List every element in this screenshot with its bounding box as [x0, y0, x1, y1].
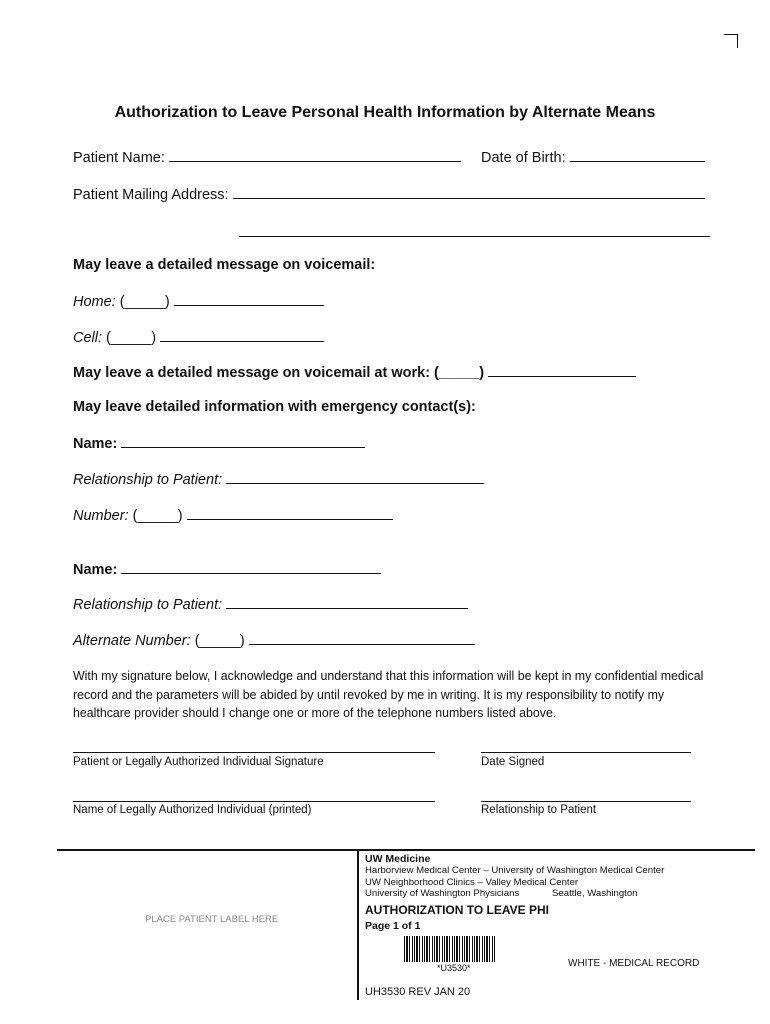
date-signed-line[interactable] [481, 752, 691, 753]
home-number-field[interactable] [174, 292, 324, 306]
name2-field[interactable] [121, 560, 381, 574]
form-title: Authorization to Leave Personal Health Information by Alternate Means [114, 104, 656, 121]
barcode-text: *U3530* [437, 963, 471, 973]
work-label: May leave a detailed message on voicemail at work: (_____) [73, 365, 485, 381]
dob-label: Date of Birth: [481, 150, 566, 166]
footer-line-3a: University of Washington Physicians [365, 888, 520, 899]
name2-row [73, 560, 381, 578]
name1-label: Name: [73, 436, 118, 452]
patient-name-label: Patient Name: [73, 150, 165, 166]
name-printed-line[interactable] [73, 801, 435, 802]
alt-number-row [73, 631, 475, 649]
patient-name-row [73, 148, 461, 166]
patient-label-area: PLACE PATIENT LABEL HERE [145, 914, 279, 925]
home-area-code[interactable]: (_____) [119, 294, 170, 310]
footer-line-1: Harborview Medical Center – University of Washington Medical Center [365, 865, 665, 876]
name1-field[interactable] [121, 434, 365, 448]
relationship2-label: Relationship to Patient: [73, 597, 223, 613]
footer-page-number: Page 1 of 1 [365, 920, 421, 932]
form-id: UH3530 REV JAN 20 [365, 986, 471, 998]
barcode-icon [404, 936, 496, 962]
relationship2-row [73, 595, 468, 613]
footer-form-title: AUTHORIZATION TO LEAVE PHI [365, 903, 550, 917]
relationship1-label: Relationship to Patient: [73, 472, 223, 488]
home-row [73, 292, 324, 310]
name1-row [73, 434, 365, 452]
number1-label: Number: [73, 508, 129, 524]
cell-area-code[interactable]: (_____) [106, 330, 157, 346]
alt-number-label: Alternate Number: [73, 633, 191, 649]
cell-number-field[interactable] [160, 328, 324, 342]
corner-mark [724, 34, 738, 48]
cell-row [73, 328, 324, 346]
relationship-label: Relationship to Patient [481, 804, 597, 816]
alt-number-area-code[interactable]: (_____) [194, 633, 245, 649]
patient-name-field[interactable] [169, 148, 461, 162]
footer-top-rule [57, 849, 755, 851]
work-number-field[interactable] [488, 363, 636, 377]
emergency-heading: May leave detailed information with emergency contact(s): [73, 399, 476, 415]
address-label: Patient Mailing Address: [73, 187, 229, 203]
address-field-2[interactable] [239, 236, 710, 237]
relationship1-field[interactable] [226, 470, 484, 484]
dob-field[interactable] [570, 148, 705, 162]
alt-number-field[interactable] [249, 631, 475, 645]
name-printed-label: Name of Legally Authorized Individual (printed) [73, 804, 312, 816]
number1-area-code[interactable]: (_____) [132, 508, 183, 524]
number1-row [73, 506, 393, 524]
address-row [73, 185, 705, 203]
cell-label: Cell: [73, 330, 103, 346]
acknowledgement-text: With my signature below, I acknowledge and understand that this information will be kept in my confidential medical record and the parameters will be abided by until revoked by me in writing. It is my responsibility to notify my healthcare provider should I change one or more of the telephone numbers listed above. [73, 668, 704, 720]
patient-signature-line[interactable] [73, 752, 435, 753]
copy-designation: WHITE - MEDICAL RECORD [568, 958, 700, 969]
voicemail-heading: May leave a detailed message on voicemail: [73, 257, 376, 273]
footer-line-2: UW Neighborhood Clinics – Valley Medical Center [365, 877, 579, 888]
date-signed-label: Date Signed [481, 756, 545, 768]
dob-row [481, 148, 705, 166]
home-label: Home: [73, 294, 116, 310]
footer-line-3b: Seattle, Washington [552, 888, 638, 899]
name2-label: Name: [73, 562, 118, 578]
relationship2-field[interactable] [226, 595, 468, 609]
work-row [73, 363, 636, 381]
uw-medicine-logo-text: UW Medicine [365, 853, 431, 865]
number1-field[interactable] [187, 506, 393, 520]
relationship-line[interactable] [481, 801, 691, 802]
relationship1-row [73, 470, 484, 488]
footer-divider [357, 849, 359, 1000]
patient-signature-label: Patient or Legally Authorized Individual Signature [73, 756, 324, 768]
address-field-1[interactable] [233, 185, 705, 199]
